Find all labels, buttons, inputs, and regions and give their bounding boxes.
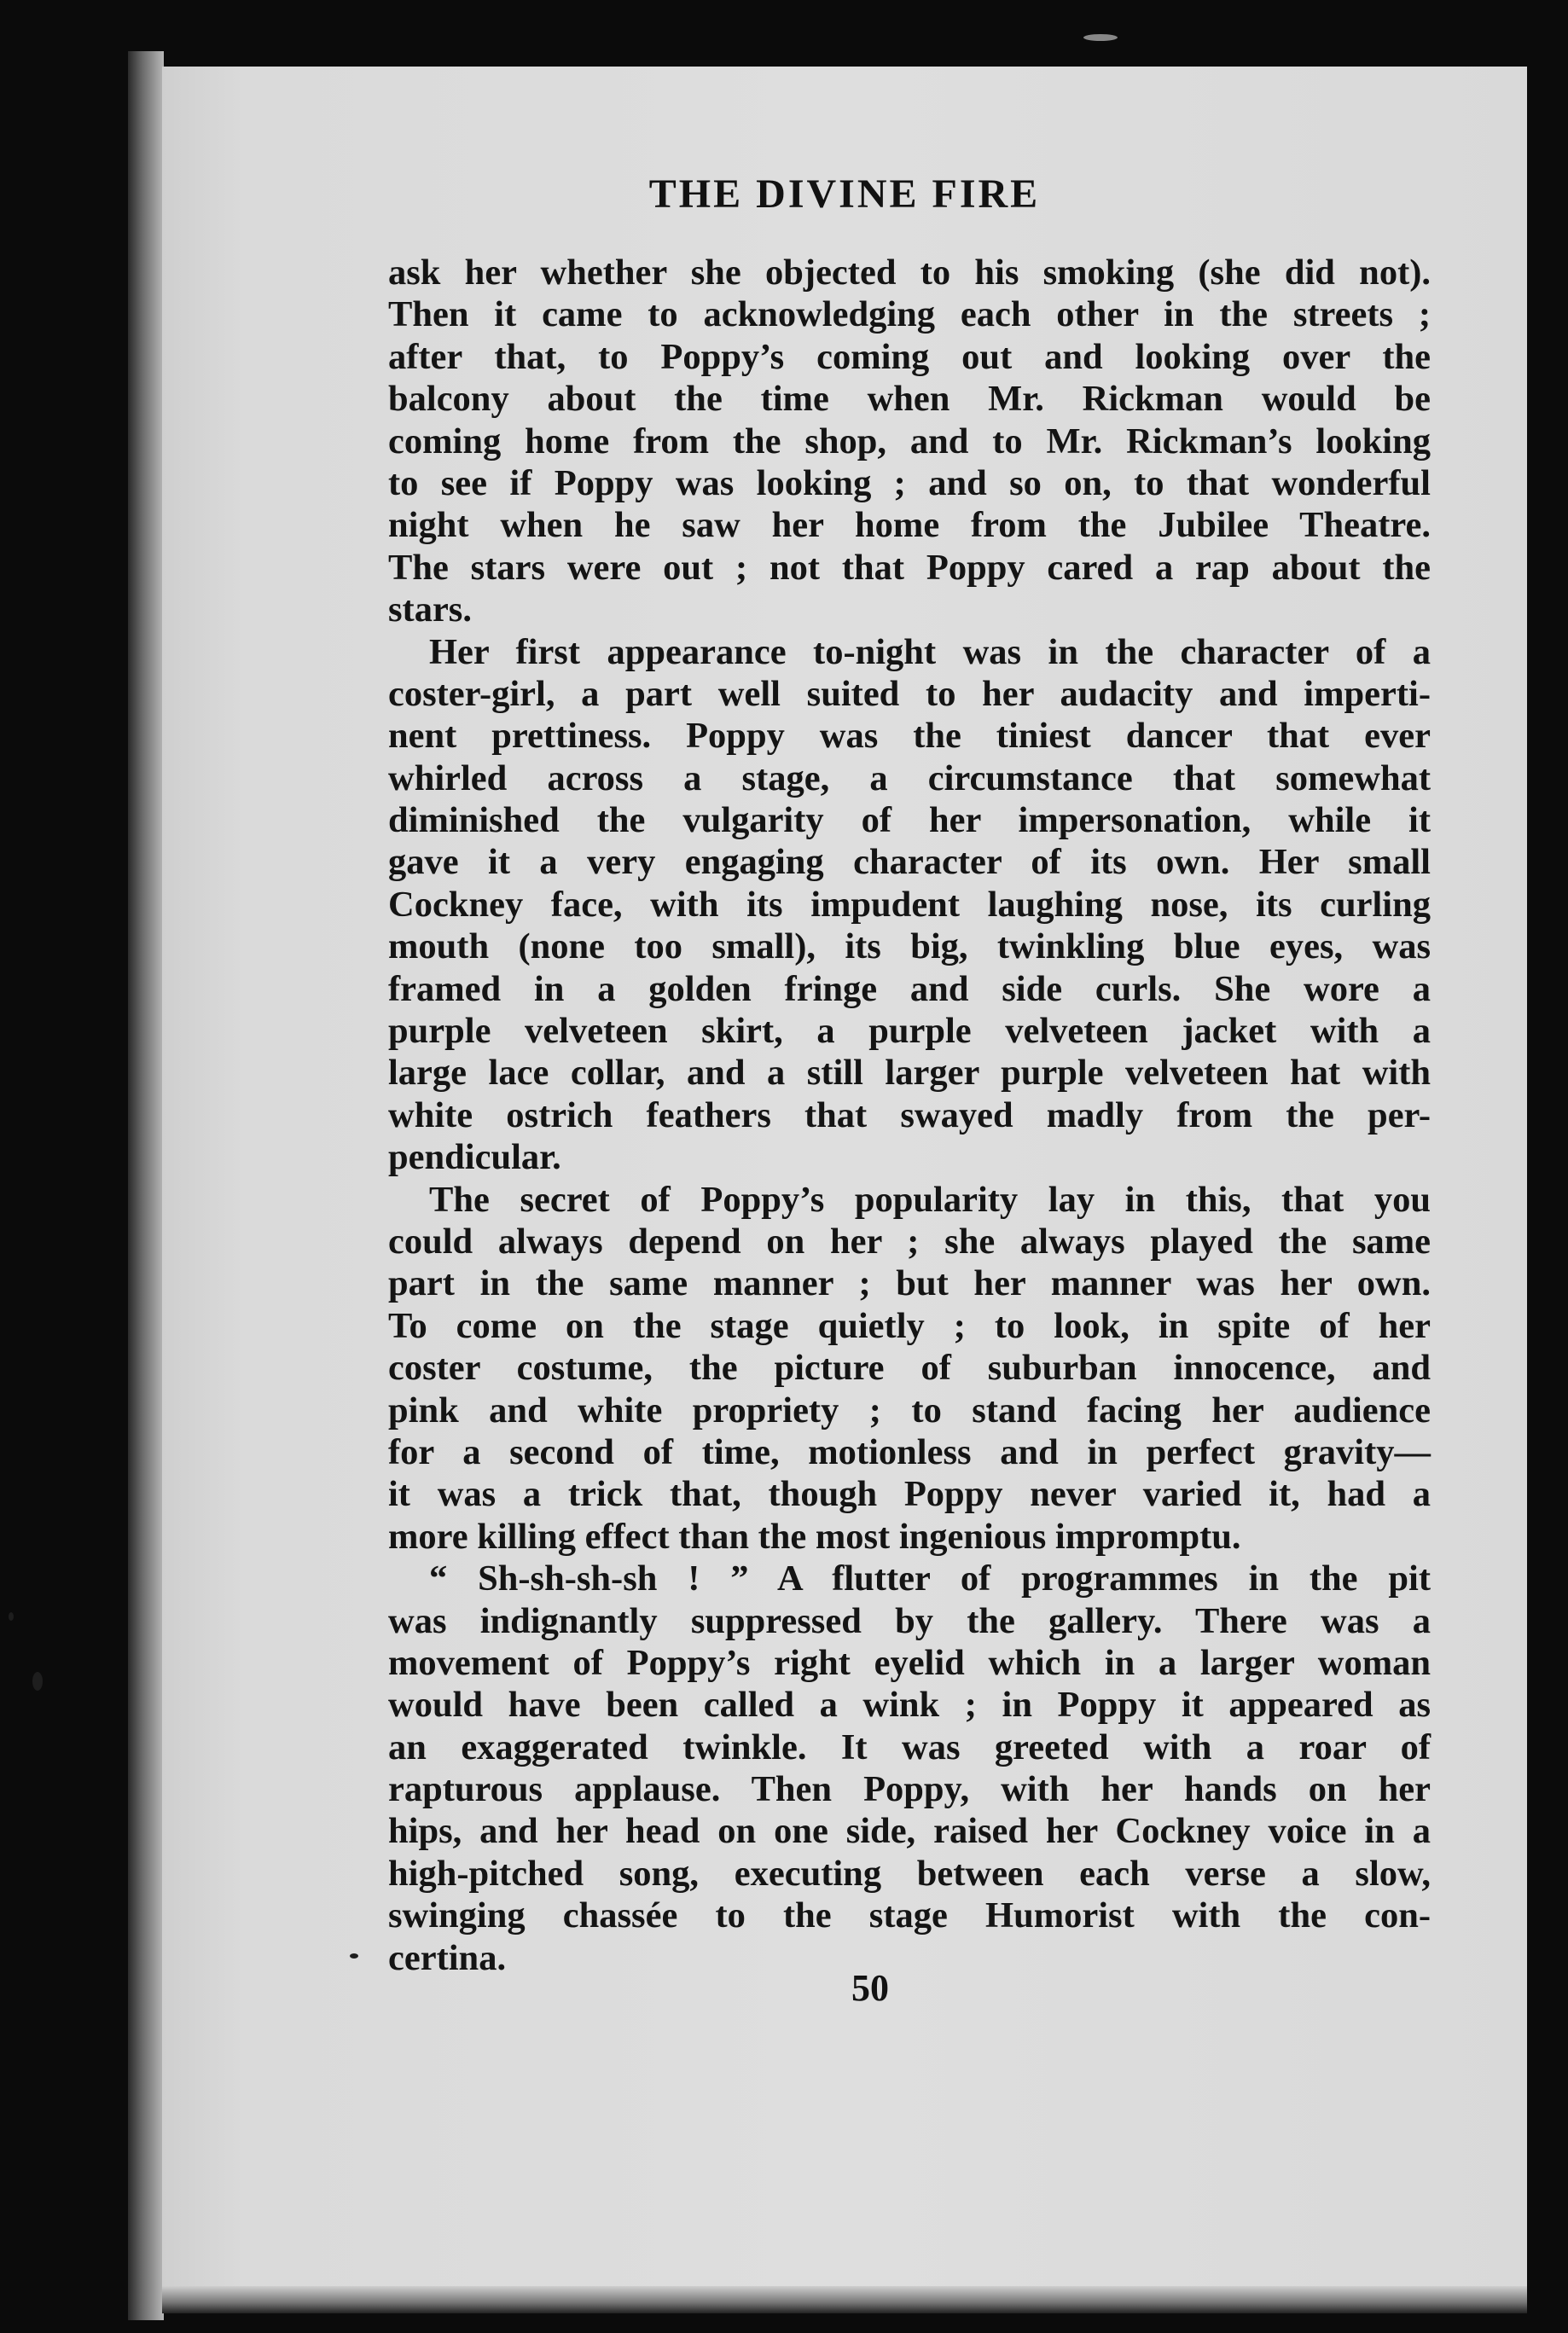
text-line: could always depend on her ; she always played the same (388, 1221, 1431, 1262)
text-line: nent prettiness. Poppy was the tiniest dancer that ever (388, 716, 1431, 757)
text-line: it was a trick that, though Poppy never varied it, had a (388, 1474, 1431, 1515)
text-line: large lace collar, and a still larger purple velveteen hat with (388, 1053, 1431, 1094)
text-line: Then it came to acknowledging each other in the streets ; (388, 294, 1431, 335)
text-line: stars. (388, 589, 472, 630)
text-line: after that, to Poppy’s coming out and looking over the (388, 336, 1431, 377)
text-line: purple velveteen skirt, a purple velveteen jacket with a (388, 1011, 1431, 1052)
book-spine-shadow (128, 51, 164, 2320)
text-line: The stars were out ; not that Poppy cared a rap about the (388, 547, 1431, 588)
text-line: more killing effect than the most ingenious impromptu. (388, 1516, 1241, 1557)
text-line: Her first appearance to-night was in the character of a (429, 631, 1431, 672)
page-number: 50 (851, 1967, 889, 2009)
text-line: ask her whether she objected to his smoking (she did not). (388, 252, 1431, 293)
text-line: “ Sh-sh-sh-sh ! ” A flutter of programmes in the pit (429, 1558, 1431, 1599)
page-bottom-edge (162, 2286, 1527, 2313)
body-text (388, 252, 1431, 1979)
text-line: coster costume, the picture of suburban innocence, and (388, 1348, 1431, 1389)
text-line: gave it a very engaging character of its own. Her small (388, 842, 1431, 883)
running-head: THE DIVINE FIRE (648, 171, 1041, 217)
text-line: diminished the vulgarity of her impersonation, while it (388, 800, 1431, 841)
text-line: night when he saw her home from the Jubilee Theatre. (388, 505, 1431, 546)
text-line: to see if Poppy was looking ; and so on, to that wonderful (388, 462, 1431, 503)
text-line: coming home from the shop, and to Mr. Rickman’s looking (388, 421, 1431, 461)
text-line: high-pitched song, executing between each verse a slow, (388, 1853, 1431, 1894)
text-line: pendicular. (388, 1137, 561, 1178)
text-line: swinging chassée to the stage Humorist with the con- (388, 1895, 1431, 1936)
text-line: movement of Poppy’s right eyelid which in a larger woman (388, 1642, 1431, 1683)
text-line: rapturous applause. Then Poppy, with her hands on her (388, 1769, 1431, 1810)
text-line: an exaggerated twinkle. It was greeted with a roar of (388, 1727, 1431, 1767)
margin-speck (9, 1612, 14, 1621)
text-line: white ostrich feathers that swayed madly from the per- (388, 1094, 1431, 1135)
text-line: whirled across a stage, a circumstance that somewhat (388, 757, 1431, 798)
text-line: was indignantly suppressed by the gallery. There was a (388, 1600, 1431, 1641)
page-speck (350, 1953, 358, 1959)
text-line: coster-girl, a part well suited to her audacity and imperti- (388, 673, 1431, 714)
text-line: balcony about the time when Mr. Rickman would be (388, 379, 1431, 420)
text-line: mouth (none too small), its big, twinkling blue eyes, was (388, 926, 1431, 967)
text-line: framed in a golden fringe and side curls. She wore a (388, 968, 1431, 1009)
text-line: To come on the stage quietly ; to look, in spite of her (388, 1305, 1431, 1346)
text-line: pink and white propriety ; to stand facing her audience (388, 1390, 1431, 1431)
text-line: certina. (388, 1937, 507, 1978)
text-line: The secret of Poppy’s popularity lay in this, that you (429, 1179, 1431, 1220)
text-line: would have been called a wink ; in Poppy it appeared as (388, 1685, 1431, 1726)
margin-speck (1083, 34, 1118, 41)
text-line: Cockney face, with its impudent laughing nose, its curling (388, 884, 1431, 925)
text-line: part in the same manner ; but her manner was her own. (388, 1263, 1431, 1304)
text-line: for a second of time, motionless and in perfect gravity— (388, 1431, 1431, 1472)
margin-speck (32, 1672, 43, 1691)
text-line: hips, and her head on one side, raised her Cockney voice in a (388, 1811, 1431, 1852)
